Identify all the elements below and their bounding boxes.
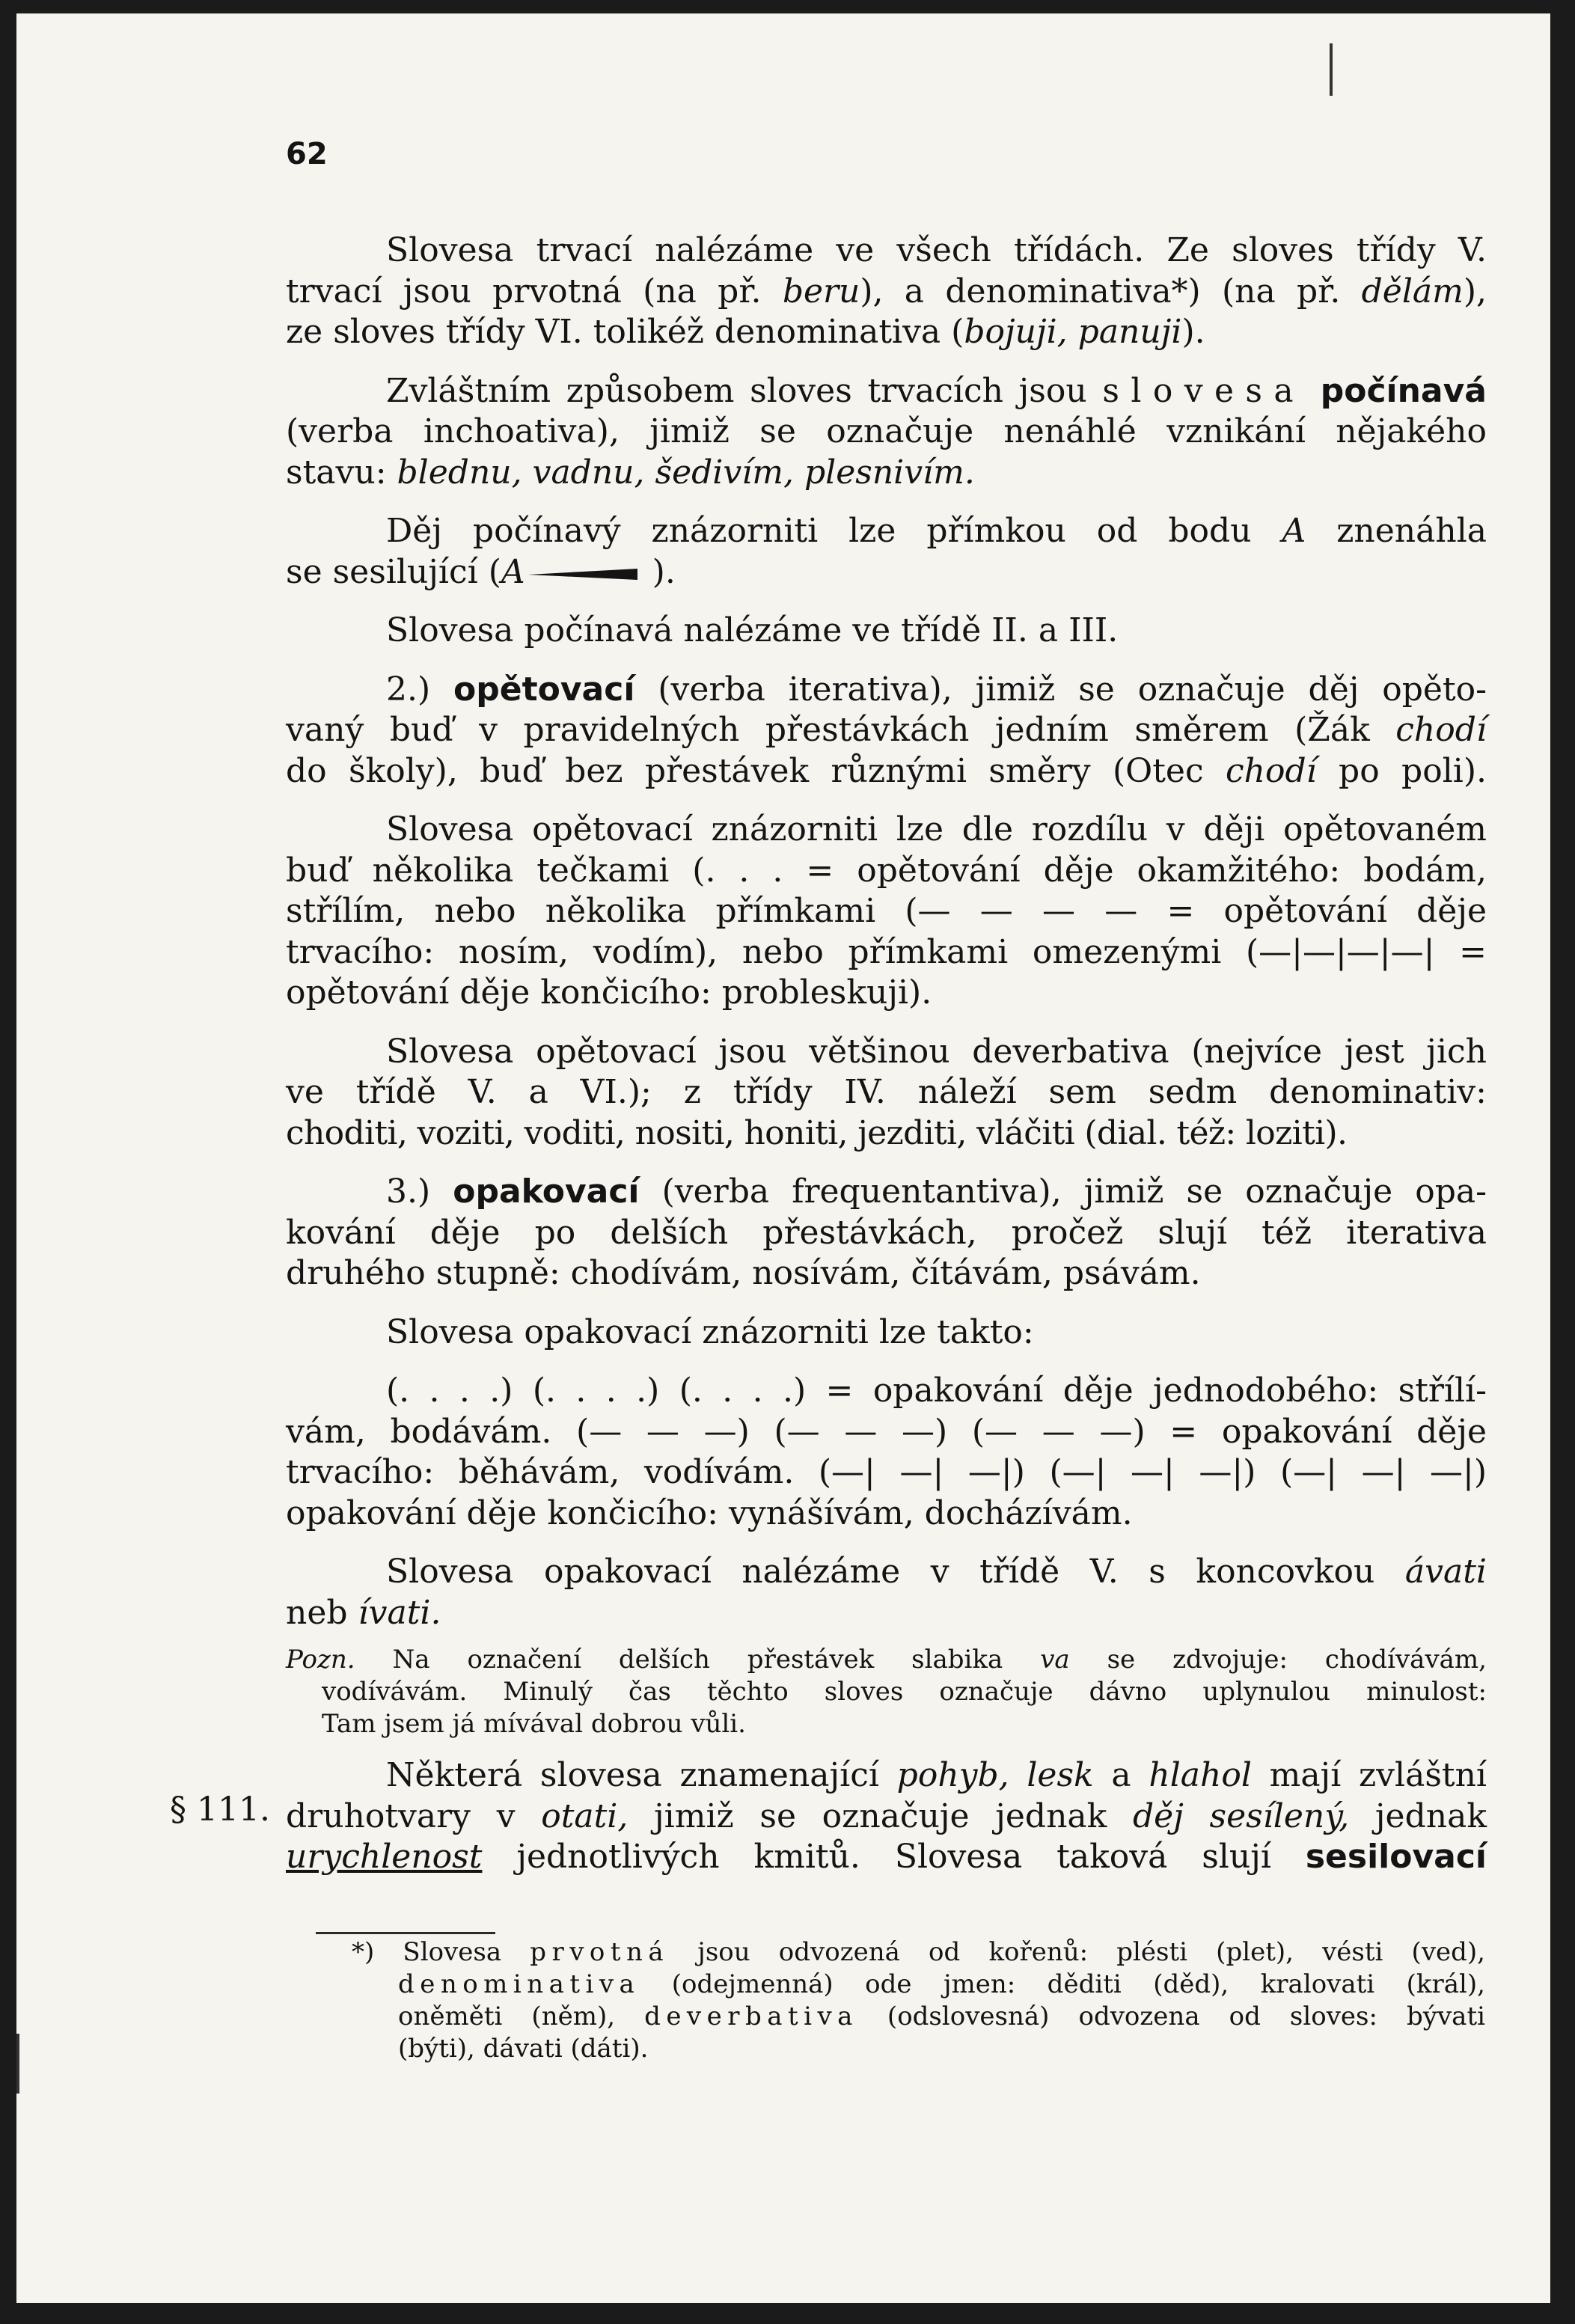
text-line: vám, bodávám. (— — —) (— — —) (— — —) = opakování děje <box>286 1412 1487 1451</box>
footnote-line: *) Slovesa prvotná jsou odvozená od kořenů: plésti (plet), vésti (ved), <box>352 1937 1485 1967</box>
bold-term: opětovací <box>453 670 635 709</box>
paragraph-7 <box>286 1032 1487 1155</box>
text-line: stavu: blednu, vadnu, šedivím, plesnivím. <box>286 453 975 492</box>
point-label: A <box>1282 512 1306 550</box>
text-line: Slovesa opětovací znázorniti lze dle rozdílu v ději opětovaném <box>386 810 1487 848</box>
example-word: pohyb, lesk <box>896 1756 1094 1794</box>
example-word: blednu, vadnu, šedivím, plesnivím. <box>397 453 975 492</box>
example-word: urychlenost <box>286 1838 483 1876</box>
paragraph-6 <box>286 810 1487 1014</box>
footnote-line: oněměti (něm), deverbativa (odslovesná) odvozena od sloves: bývati <box>398 2002 1485 2031</box>
text-line: Zvláštním způsobem sloves trvacích jsou slovesa počínavá <box>386 371 1487 410</box>
page-edge-mark <box>16 2034 19 2094</box>
bold-term: sesilovací <box>1305 1838 1487 1876</box>
example-word: va <box>1040 1645 1070 1675</box>
paragraph-8 <box>286 1172 1487 1294</box>
example-word: ávati <box>1404 1553 1487 1591</box>
point-label: A <box>501 552 525 591</box>
spaced-term: deverbativa <box>644 2002 858 2031</box>
example-word: ívati. <box>358 1593 441 1632</box>
book-page <box>16 13 1550 2303</box>
growing-line-symbol <box>525 566 652 581</box>
example-word: chodí <box>1225 751 1317 790</box>
text-line: do školy), buď bez přestávek různými směry (Otec chodí po poli). <box>286 751 1487 790</box>
text-line: druhého stupně: chodívám, nosívám, čítávám, psávám. <box>286 1254 1201 1292</box>
text-line: opětování děje končicího: probleskuji). <box>286 973 932 1012</box>
text-line: choditi, voziti, voditi, nositi, honiti, jezditi, vláčiti (dial. též: loziti). <box>286 1113 1348 1152</box>
note <box>286 1644 1487 1740</box>
text-line: Slovesa opakovací nalézáme v třídě V. s koncovkou ávati <box>386 1553 1487 1591</box>
text-line: ve třídě V. a VI.); z třídy IV. náleží sem sedm denominativ: <box>286 1073 1487 1111</box>
example-word: dělám <box>1361 272 1464 311</box>
example-word: otati, <box>541 1796 629 1835</box>
paragraph-11 <box>286 1755 1487 1878</box>
footnote-line: (býti), dávati (dáti). <box>398 2034 649 2064</box>
text-line: Slovesa opětovací jsou většinou deverbativa (nejvíce jest jich <box>386 1032 1487 1071</box>
paragraph-1 <box>286 230 1487 353</box>
note-line: Pozn. Na označení delších přestávek slabika va se zdvojuje: chodívávám, <box>286 1645 1487 1675</box>
example-word: děj sesílený, <box>1133 1796 1350 1835</box>
page-speck <box>1330 43 1333 96</box>
spaced-term: denominativa <box>398 1969 640 1999</box>
text-line: (. . . .) (. . . .) (. . . .) = opakování děje jednodobého: střílí- <box>386 1372 1487 1410</box>
text-line: opakování děje končicího: vynášívám, docházívám. <box>286 1493 1133 1532</box>
body-text <box>286 230 1487 1878</box>
note-line: Tam jsem já mívával dobrou vůli. <box>322 1709 746 1739</box>
section-marker: § 111. <box>170 1791 270 1829</box>
footnote <box>352 1936 1485 2065</box>
text-line: 2.) opětovací (verba iterativa), jimiž se označuje děj opěto- <box>386 670 1487 709</box>
bold-term: počínavá <box>1320 371 1487 410</box>
text-line: trvací jsou prvotná (na př. beru), a denominativa*) (na př. dělám), <box>286 272 1487 311</box>
text-line: (verba inchoativa), jimiž se označuje nenáhlé vznikání nějakého <box>286 412 1487 450</box>
example-word: bojuji, panuji <box>964 313 1182 351</box>
page-number: 62 <box>286 137 328 171</box>
text-line: Některá slovesa znamenající pohyb, lesk a hlahol mají zvláštní <box>386 1756 1487 1794</box>
spaced-term: slovesa <box>1102 371 1306 410</box>
text-line: ze sloves třídy VI. tolikéž denominativa (bojuji, panuji). <box>286 313 1205 351</box>
text-line: vaný buď v pravidelných přestávkách jedním směrem (Žák chodí <box>286 711 1487 749</box>
paragraph-9 <box>286 1312 1487 1535</box>
text-line: Děj počínavý znázorniti lze přímkou od bodu A znenáhla <box>386 512 1487 550</box>
text-line: se sesilující (A ). <box>286 552 676 591</box>
paragraph-10 <box>286 1552 1487 1633</box>
text-line: neb ívati. <box>286 1593 441 1632</box>
footnote-line: denominativa (odejmenná) ode jmen: děditi (děd), kralovati (král), <box>398 1969 1485 1999</box>
text-line: Slovesa opakovací znázorniti lze takto: <box>386 1312 1034 1351</box>
note-label: Pozn. <box>286 1645 355 1675</box>
footnote-rule <box>316 1932 495 1934</box>
note-line: vodívávám. Minulý čas těchto sloves označuje dávno uplynulou minulost: <box>322 1677 1487 1707</box>
text-line: Slovesa trvací nalézáme ve všech třídách. Ze sloves třídy V. <box>386 231 1487 269</box>
spaced-term: prvotná <box>530 1937 670 1967</box>
example-word: beru <box>782 272 860 311</box>
text-line: druhotvary v otati, jimiž se označuje jednak děj sesílený, jednak <box>286 1796 1487 1835</box>
paragraph-2 <box>286 371 1487 494</box>
text-line: trvacího: běhávám, vodívám. (—| —| —|) (—| —| —|) (—| —| —|) <box>286 1453 1487 1491</box>
text-line: Slovesa počínavá nalézáme ve třídě II. a III. <box>386 611 1119 649</box>
paragraph-4 <box>286 611 1487 652</box>
text-line: buď několika tečkami (. . . = opětování děje okamžitého: bodám, <box>286 851 1487 890</box>
text-line: trvacího: nosím, vodím), nebo přímkami omezenými (—|—|—|—| = <box>286 932 1487 971</box>
example-word: hlahol <box>1149 1756 1252 1794</box>
text-line: 3.) opakovací (verba frequentantiva), jimiž se označuje opa- <box>386 1172 1487 1211</box>
text-line: kování děje po delších přestávkách, pročež slují též iterativa <box>286 1213 1487 1252</box>
example-word: chodí <box>1395 711 1487 749</box>
text-line: střílím, nebo několika přímkami (— — — — = opětování děje <box>286 892 1487 930</box>
paragraph-5 <box>286 670 1487 792</box>
bold-term: opakovací <box>453 1172 640 1211</box>
text-line: urychlenost jednotlivých kmitů. Slovesa taková slují sesilovací <box>286 1838 1487 1876</box>
paragraph-3 <box>286 511 1487 593</box>
